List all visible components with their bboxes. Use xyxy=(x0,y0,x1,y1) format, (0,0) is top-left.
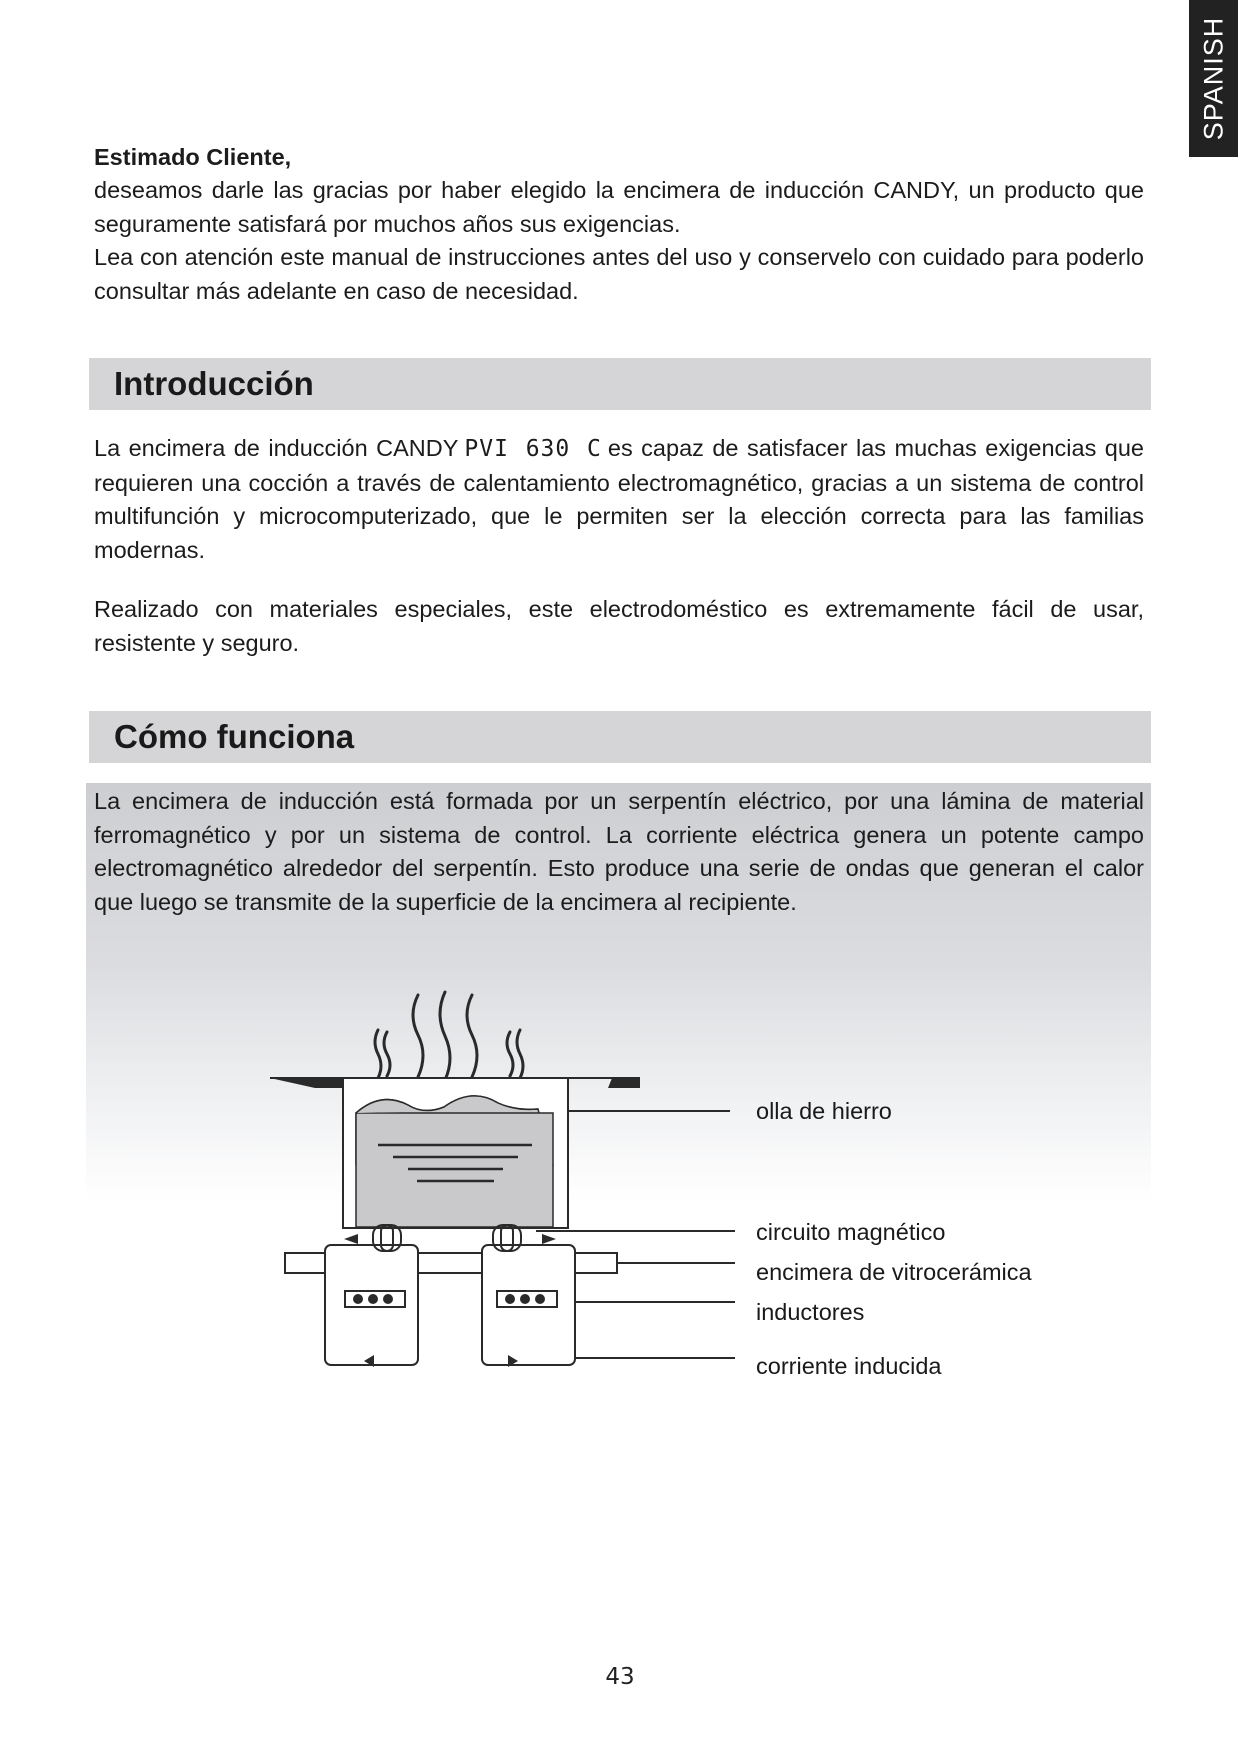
introduccion-paragraph-1 xyxy=(94,432,1144,567)
steam-line xyxy=(467,995,477,1077)
induction-diagram xyxy=(260,975,1100,1385)
arrow-right-left xyxy=(344,1234,358,1244)
steam-line xyxy=(384,1032,390,1076)
language-tab-label: SPANISH xyxy=(1198,16,1228,141)
steam-line xyxy=(517,1030,523,1078)
indicator-right xyxy=(497,1291,557,1307)
arrow-left-right xyxy=(542,1234,556,1244)
steam-line xyxy=(440,992,450,1080)
introduccion-text-after-model: es capaz de satisfacer las muchas exigencias que requieren una cocción a través de calentamiento electromagnético, gracias a un sistema de control multifunción y microcomputerizado, que le permiten ser la elección correcta para las familias modernas. xyxy=(94,435,1144,563)
indicator-dot xyxy=(353,1294,363,1304)
greeting: Estimado Cliente, xyxy=(94,144,292,170)
steam-line xyxy=(375,1030,381,1078)
section-header-introduccion xyxy=(89,358,1151,410)
como-funciona-paragraph: La encimera de inducción está formada por un serpentín eléctrico, por una lámina de material ferromagnético y por un sistema de control. La corriente eléctrica genera un potente campo electromagnético alrededor del serpentín. Esto produce una serie de ondas que generan el calor que luego se transmite de la superficie de la encimera al recipiente. xyxy=(94,788,1144,915)
label-induced-current: corriente inducida xyxy=(756,1353,942,1379)
label-ceramic-top: encimera de vitrocerámica xyxy=(756,1259,1032,1285)
label-inductors: inductores xyxy=(756,1299,865,1325)
pot-handle-left xyxy=(270,1078,348,1088)
indicator-dot xyxy=(505,1294,515,1304)
section-title-como-funciona: Cómo funciona xyxy=(114,718,355,755)
section-title-introduccion: Introducción xyxy=(114,365,314,402)
label-magnetic-circuit: circuito magnético xyxy=(756,1219,946,1245)
pot-handle-right xyxy=(608,1078,640,1088)
model-number: PVI 630 C xyxy=(464,436,602,462)
steam-lines xyxy=(375,992,523,1080)
section-header-como-funciona xyxy=(89,711,1151,763)
label-pot: olla de hierro xyxy=(756,1098,892,1124)
indicator-dot xyxy=(368,1294,378,1304)
indicator-dot xyxy=(520,1294,530,1304)
language-tab xyxy=(1189,0,1238,157)
steam-line xyxy=(413,995,423,1077)
introduccion-text-before-model: La encimera de inducción CANDY xyxy=(94,435,459,461)
steam-line xyxy=(507,1032,513,1076)
intro-paragraph-thanks: deseamos darle las gracias por haber elegido la encimera de inducción CANDY, un producto que seguramente satisfará por muchos años sus exigencias. xyxy=(94,177,1144,237)
indicator-dot xyxy=(535,1294,545,1304)
indicator-dot xyxy=(383,1294,393,1304)
introduccion-paragraph-2: Realizado con materiales especiales, este electrodoméstico es extremamente fácil de usar, resistente y seguro. xyxy=(94,596,1144,656)
page-number: 43 xyxy=(605,1664,635,1690)
intro-paragraph-read-manual: Lea con atención este manual de instrucciones antes del uso y conservelo con cuidado para poderlo consultar más adelante en caso de necesidad. xyxy=(94,244,1144,304)
indicator-left xyxy=(345,1291,405,1307)
